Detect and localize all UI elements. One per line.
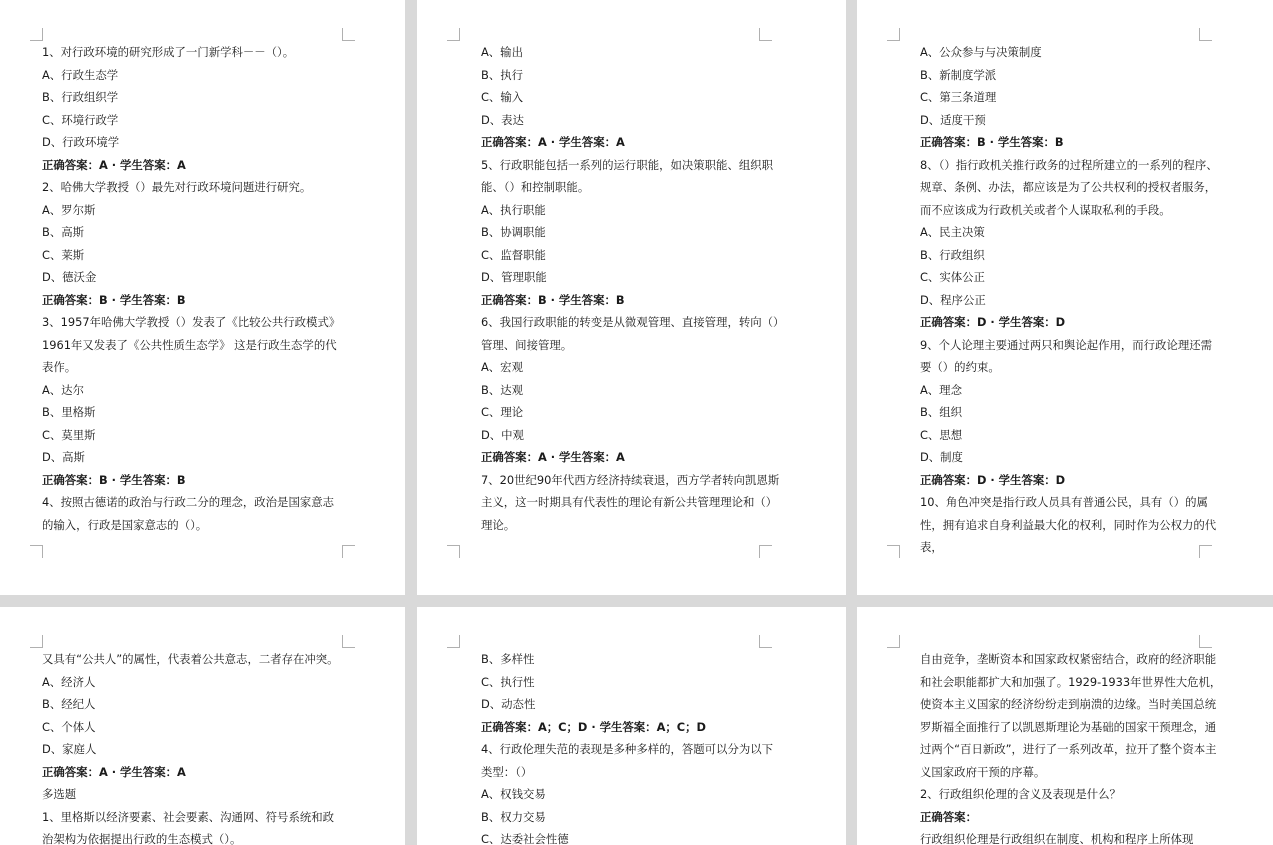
text-line: B、组织 [920, 405, 962, 419]
text-line: 8、（）指行政机关推行政务的过程所建立的一系列的程序、规章、条例、办法，都应该是为了公共权利的授权者服务，而不应该成为行政机关或者个人谋取私利的手段。 [920, 157, 1218, 217]
text-line: D、管理职能 [481, 270, 547, 284]
text-line: D、中观 [481, 427, 524, 442]
answer-line: 正确答案：D · 学生答案：D [920, 472, 1066, 487]
page-content [920, 648, 1222, 845]
document-page-3 [857, 0, 1273, 595]
text-line: 4、行政伦理失范的表现是多种多样的，答题可以分为以下类型：（） [481, 742, 774, 779]
text-line: C、理论 [481, 405, 524, 419]
text-line: 9、个人论理主要通过两只和舆论起作用，而行政论理还需要（）的约束。 [920, 337, 1213, 374]
answer-line: 正确答案：D · 学生答案：D [920, 315, 1066, 329]
text-line: 又具有“公共人”的属性，代表着公共意志，二者存在冲突。 [42, 652, 339, 666]
page-content [920, 41, 1222, 559]
answer-line: 正确答案：B · 学生答案：B [42, 292, 186, 307]
page-corner-mark [1199, 28, 1212, 41]
answer-line: 正确答案：B · 学生答案：B [42, 472, 186, 487]
page-corner-mark [342, 635, 355, 648]
text-line: A、经济人 [42, 674, 96, 689]
text-line: D、德沃金 [42, 270, 97, 284]
page-content [481, 648, 783, 845]
text-line: C、达委社会性德 [481, 832, 569, 845]
answer-line: 正确答案：A；C；D · 学生答案：A；C；D [481, 719, 706, 734]
document-page-6 [857, 607, 1273, 845]
page-corner-mark [30, 545, 43, 558]
document-page-4 [0, 607, 405, 845]
page-corner-mark [342, 28, 355, 41]
text-line: A、执行职能 [481, 202, 546, 217]
text-line: A、达尔 [42, 382, 84, 397]
text-line: D、动态性 [481, 697, 536, 711]
answer-line: 正确答案： [920, 809, 977, 824]
page-corner-mark [1199, 635, 1212, 648]
text-line: 6、我国行政职能的转变是从微观管理、直接管理，转向（）管理、间接管理。 [481, 315, 779, 352]
text-line: D、适度干预 [920, 112, 986, 127]
text-line: C、监督职能 [481, 247, 546, 262]
text-line: D、程序公正 [920, 292, 986, 307]
text-line: D、家庭人 [42, 742, 97, 756]
page-corner-mark [887, 28, 900, 41]
text-line: A、民主决策 [920, 225, 985, 239]
text-line: D、行政环境学 [42, 135, 120, 149]
text-line: A、宏观 [481, 360, 523, 374]
text-line: 10、角色冲突是指行政人员具有普通公民，具有（）的属性，拥有追求自身利益最大化的权利，同时作为公权力的代表， [920, 495, 1217, 554]
text-line: C、莱斯 [42, 247, 85, 262]
text-line: D、高斯 [42, 450, 85, 464]
page-corner-mark [887, 635, 900, 648]
text-line: A、权钱交易 [481, 787, 546, 801]
text-line: 自由竞争，垄断资本和国家政权紧密结合，政府的经济职能和社会职能都扩大和加强了。1929-1933年世界性大危机，使资本主义国家的经济纷纷走到崩溃的边缘。当时美国总统罗斯福全面推行了以凯恩斯理论为基础的国家干预理念，通过两个“百日新政”，进行了一系列改革，拉开了整个资本主义国家政府干预的序幕。 [920, 652, 1222, 779]
text-line: C、第三条道理 [920, 90, 997, 104]
text-line: 1、对行政环境的研究形成了一门新学科－－（）。 [42, 45, 295, 59]
text-line: B、高斯 [42, 225, 84, 239]
text-line: C、环境行政学 [42, 112, 119, 127]
text-line: 4、按照古德诺的政治与行政二分的理念，政治是国家意志的输入，行政是国家意志的（）。 [42, 495, 335, 532]
page-corner-mark [887, 545, 900, 558]
page-content [42, 648, 344, 845]
answer-line: 正确答案：B · 学生答案：B [481, 292, 625, 307]
text-line: B、多样性 [481, 652, 535, 666]
text-line: A、公众参与与决策制度 [920, 45, 1042, 59]
text-line: A、理念 [920, 382, 962, 397]
page-corner-mark [759, 635, 772, 648]
text-line: B、达观 [481, 382, 523, 397]
document-page-5 [417, 607, 846, 845]
text-line: B、里格斯 [42, 405, 96, 419]
text-line: D、制度 [920, 450, 963, 464]
page-corner-mark [447, 545, 460, 558]
text-line: C、个体人 [42, 719, 96, 734]
text-line: B、协调职能 [481, 225, 546, 239]
text-line: 7、20世纪90年代西方经济持续衰退，西方学者转向凯恩斯主义，这一时期具有代表性的理论有新公共管理理论和（）理论。 [481, 472, 780, 532]
text-line: 行政组织伦理是行政组织在制度、机构和程序上所体现 [920, 832, 1194, 845]
text-line: B、权力交易 [481, 809, 546, 824]
text-line: 5、行政职能包括一系列的运行职能，如决策职能、组织职能、（）和控制职能。 [481, 157, 774, 194]
text-line: C、思想 [920, 427, 963, 442]
document-page-2 [417, 0, 846, 595]
text-line: B、行政组织学 [42, 90, 119, 104]
text-line: B、行政组织 [920, 247, 985, 262]
text-line: C、输入 [481, 90, 524, 104]
text-line: B、新制度学派 [920, 67, 997, 82]
page-corner-mark [759, 28, 772, 41]
answer-line: 正确答案：A · 学生答案：A [42, 764, 186, 779]
answer-line: 正确答案：A · 学生答案：A [481, 450, 625, 464]
text-line: C、实体公正 [920, 270, 985, 284]
page-corner-mark [447, 635, 460, 648]
page-content [42, 41, 344, 536]
text-line: C、执行性 [481, 674, 535, 689]
page-corner-mark [342, 545, 355, 558]
answer-line: 正确答案：B · 学生答案：B [920, 135, 1064, 149]
text-line: A、输出 [481, 45, 523, 59]
page-content [481, 41, 783, 536]
text-line: 1、里格斯以经济要素、社会要素、沟通网、符号系统和政治架构为依据提出行政的生态模式（）。 [42, 809, 335, 845]
page-corner-mark [30, 635, 43, 648]
text-line: B、执行 [481, 67, 523, 82]
text-line: 3、1957年哈佛大学教授（）发表了《比较公共行政模式》1961年又发表了《公共性质生态学》 这是行政生态学的代表作。 [42, 315, 341, 374]
page-corner-mark [30, 28, 43, 41]
text-line: C、莫里斯 [42, 427, 96, 442]
document-page-1 [0, 0, 405, 595]
answer-line: 正确答案：A · 学生答案：A [42, 157, 186, 172]
text-line: 2、行政组织伦理的含义及表现是什么？ [920, 787, 1121, 801]
text-line: 多选题 [42, 787, 77, 801]
text-line: A、罗尔斯 [42, 202, 96, 217]
page-corner-mark [447, 28, 460, 41]
text-line: 2、哈佛大学教授（）最先对行政环境问题进行研究。 [42, 180, 312, 194]
answer-line: 正确答案：A · 学生答案：A [481, 135, 625, 149]
text-line: D、表达 [481, 112, 524, 127]
text-line: B、经纪人 [42, 697, 96, 711]
page-corner-mark [759, 545, 772, 558]
text-line: A、行政生态学 [42, 67, 119, 82]
